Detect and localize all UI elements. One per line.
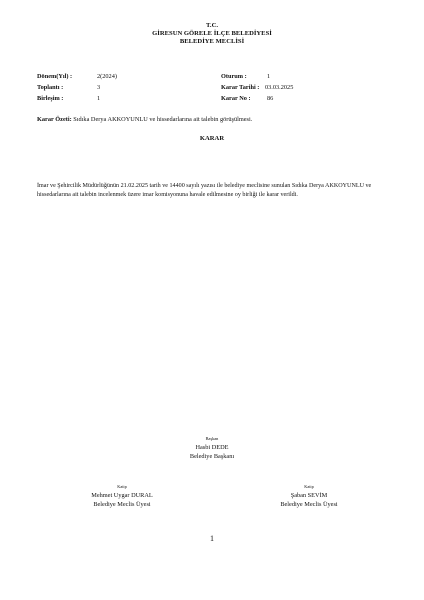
signature-baskan	[162, 435, 262, 461]
signature-name: Hasbi DEDE	[195, 444, 229, 451]
signature-title: Belediye Meclis Üyesi	[280, 501, 338, 508]
decision-title: KARAR	[199, 135, 225, 142]
summary-text: Sıdıka Derya AKKOYUNLU ve hissedarlarına ait talebin görüşülmesi.	[73, 116, 253, 123]
karar-no-label: Karar No :	[221, 95, 251, 102]
toplanti-label: Toplantı :	[37, 84, 64, 91]
signature-name: Şaban SEVİM	[290, 492, 328, 499]
page-number: 1	[210, 534, 214, 543]
oturum-value: 1	[267, 73, 271, 80]
signature-title: Belediye Meclis Üyesi	[93, 501, 151, 508]
donem-value: 2(2024)	[97, 73, 117, 80]
decision-summary	[37, 116, 252, 124]
signature-katip-1	[72, 483, 172, 509]
summary-label: Karar Özeti:	[37, 116, 72, 123]
header-municipality: GİRESUN GÖRELE İLÇE BELEDİYESİ	[152, 30, 272, 37]
birlesim-label: Birleşim :	[37, 95, 64, 102]
karar-tarihi-label: Karar Tarihi :	[221, 84, 260, 91]
signature-role: Katip	[304, 484, 314, 489]
karar-no-value: 86	[267, 95, 274, 102]
decision-body: İmar ve Şehircilik Müdürlüğünün 21.02.2025 tarih ve 14400 sayılı yazısı ile belediye meclisine sunulan Sıdıka Derya AKKOYUNLU ve hissedarlarına ait talebin incelenmek üzere imar komisyonuna havale edilmesine oy birliği ile karar verildi.	[37, 183, 372, 199]
signature-title: Belediye Başkanı	[189, 453, 235, 460]
signature-role: Başkan	[205, 436, 219, 441]
header-tc: T.C.	[206, 22, 218, 29]
signature-katip-2	[259, 483, 359, 509]
oturum-label: Oturum :	[221, 73, 247, 80]
header-council: BELEDİYE MECLİSİ	[179, 38, 245, 45]
signature-role: Katip	[117, 484, 127, 489]
karar-tarihi-value: 03.03.2025	[265, 84, 294, 91]
birlesim-value: 1	[97, 95, 101, 102]
donem-label: Dönem(Yıl) :	[37, 73, 73, 80]
toplanti-value: 3	[97, 84, 101, 91]
signature-name: Mehmet Uygar DURAL	[91, 492, 153, 499]
